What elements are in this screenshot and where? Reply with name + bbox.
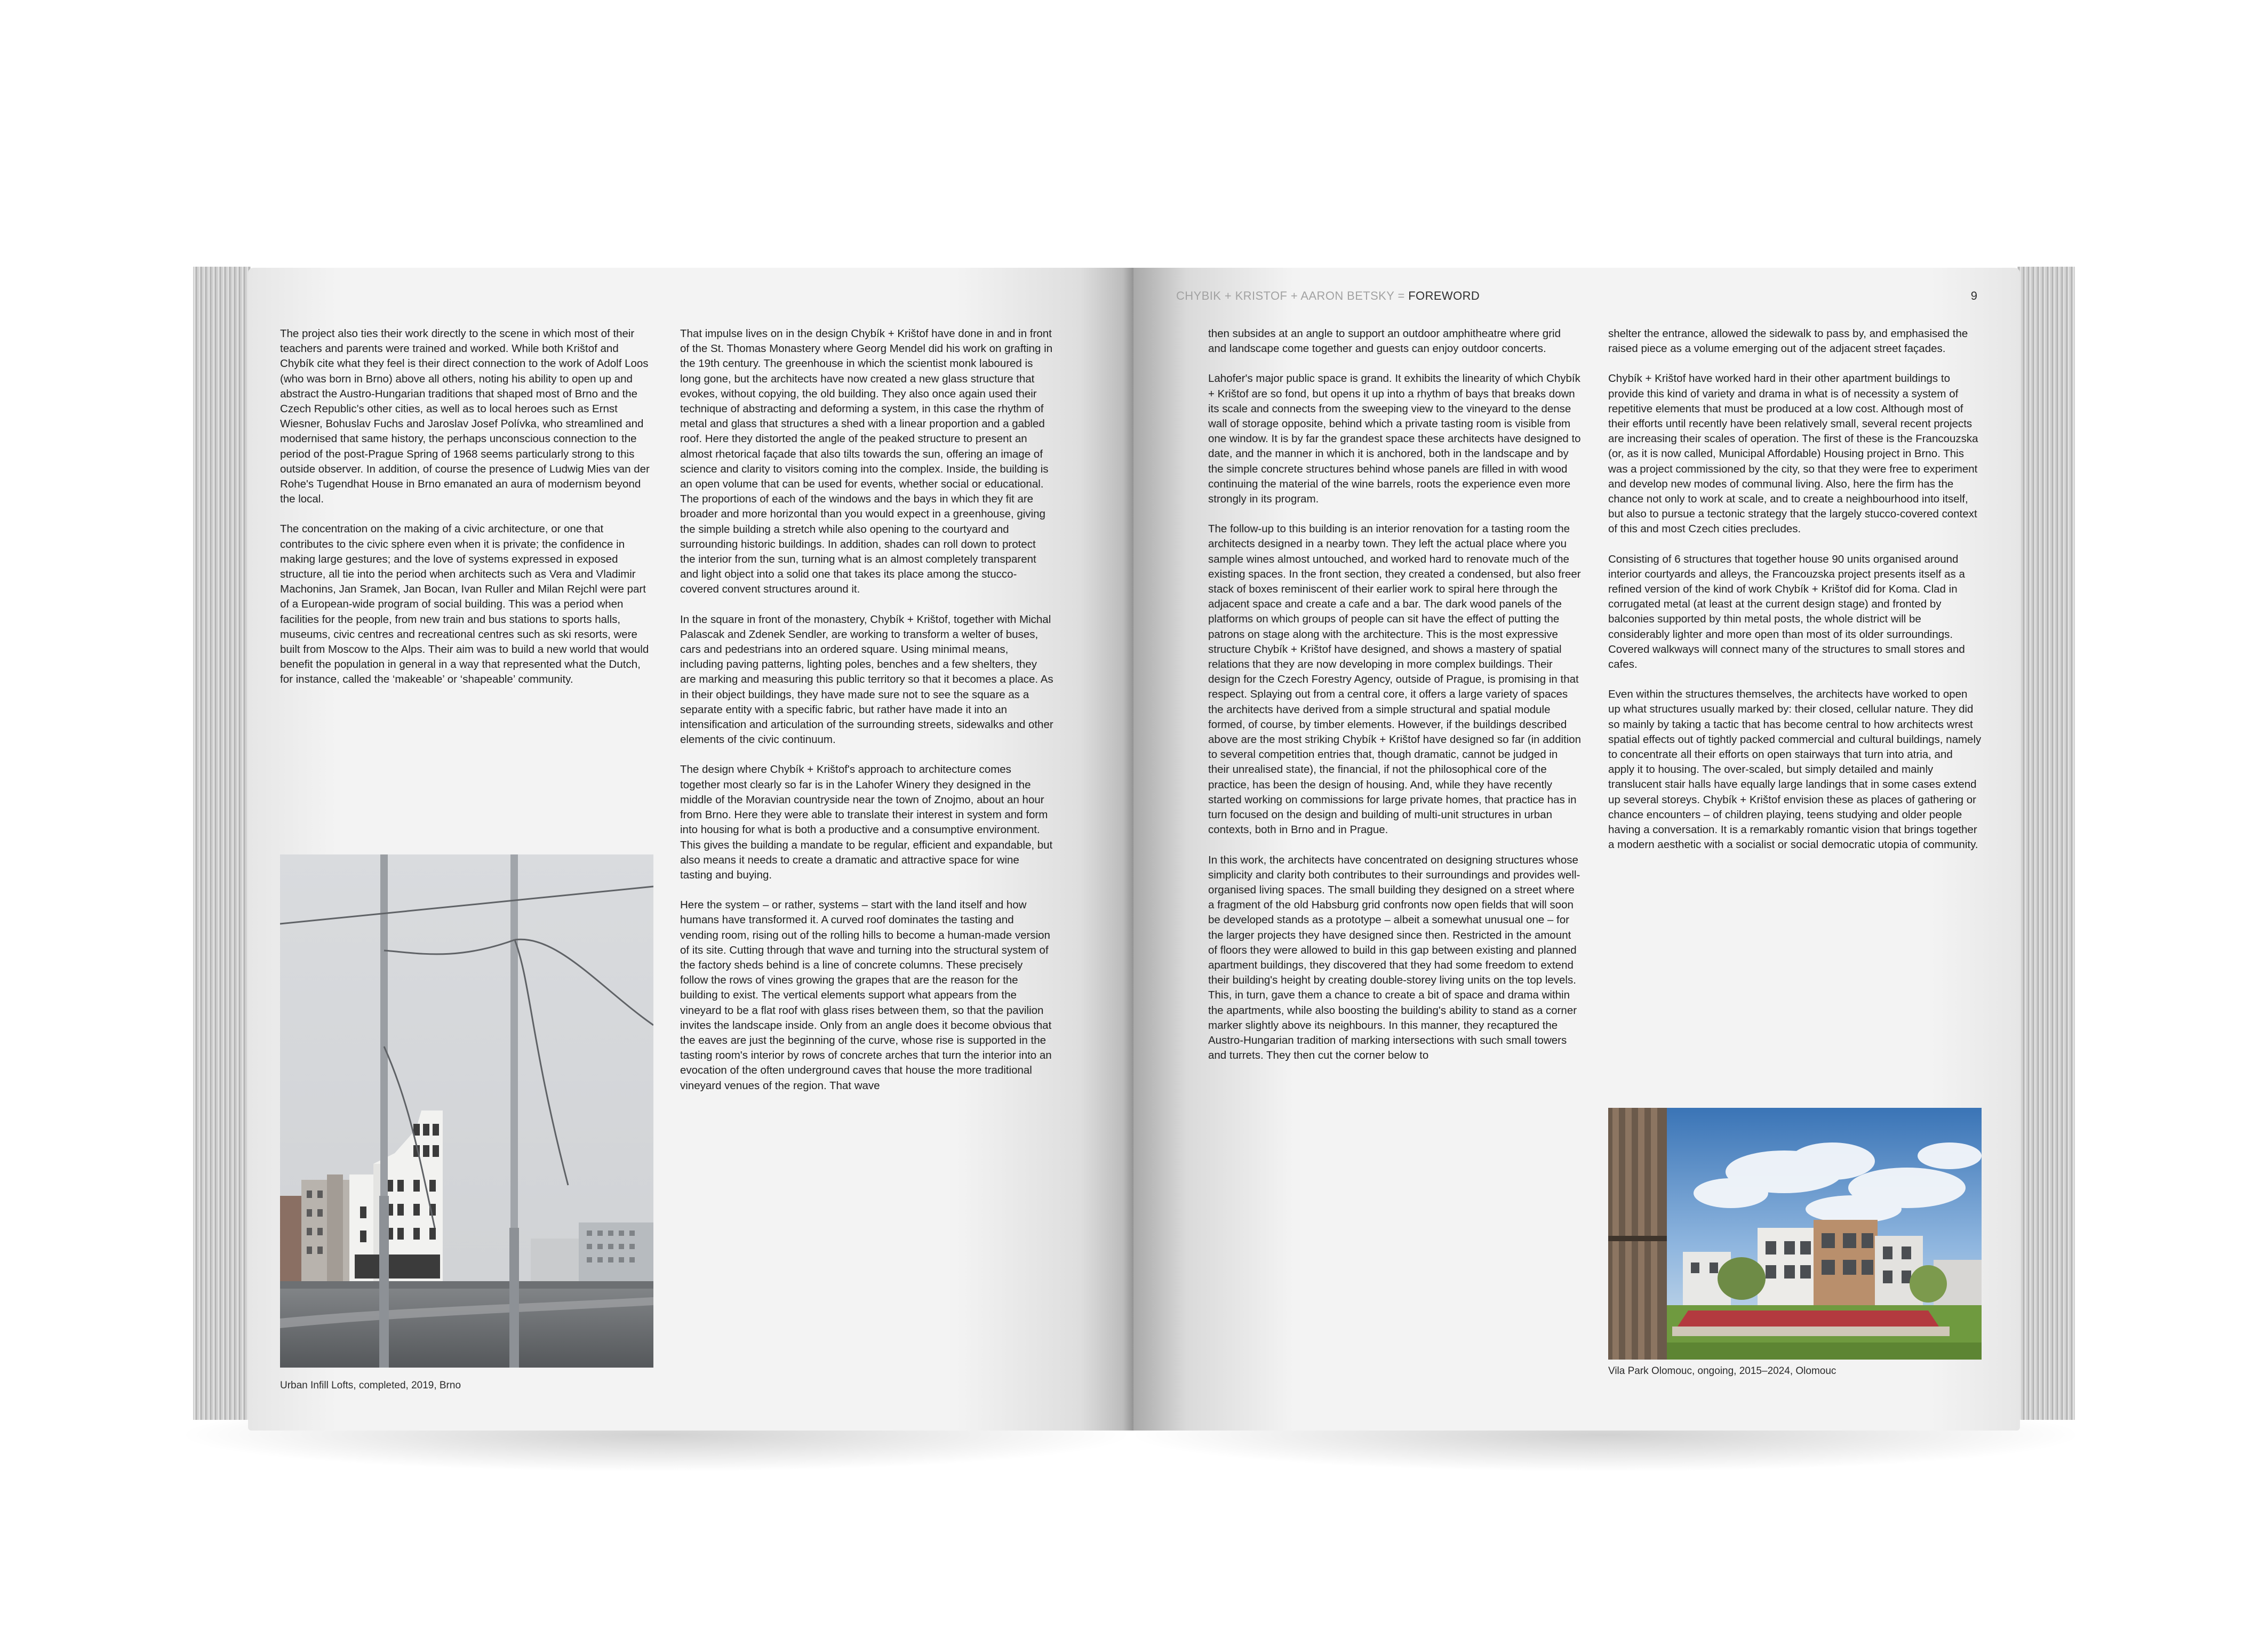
paragraph: Even within the structures themselves, the architects have worked to open up what structures usually marked by: their closed, cellular nature. They did so mainly by taking a tactic that has become central to how architects wrest spatial effects out of tightly packed commercial and cultural buildings, namely to concentrate all their efforts on open stairways that turn into atria, and apply it to housing. The over-scaled, but simply detailed and mainly translucent stair halls have equally large landings that in some cases extend up several storeys. Chybík + Krištof envision these as places of gathering or chance encounters – of children playing, teens studying and older people having a conversation. It is a remarkably romantic vision that brings together a modern aesthetic with a socialist or social democratic utopia of community. <box>1608 688 1982 851</box>
left-page <box>248 268 1133 1431</box>
paragraph: Lahofer's major public space is grand. It exhibits the linearity of which Chybík + Krištof are so fond, but opens it up into a rhythm of bays that breaks down its scale and connects from the sweeping view to the vineyard to the dense wall of storage opposite, behind which a private tasting room is visible from one window. It is by far the grandest space these architects have designed to date, and the manner in which it is anchored, both in the landscape and by the simple concrete structures behind whose panels are filled in with wood continuing the material of the wine barrels, roots the experience even more strongly in its program. <box>1208 372 1581 506</box>
paragraph: The concentration on the making of a civic architecture, or one that contributes to the civic sphere even when it is private; the confidence in making large gestures; and the love of systems expressed in exposed structure, all tie into the period when architects such as Vera and Vladimir Machonins, Jan Sramek, Jan Bocan, Ivan Ruller and Milan Rejchl were part of a European-wide program of social building. This was a period when facilities for the people, from new train and bus stations to sports halls, museums, civic centres and recreational centres such as ski resorts, were built from Moscow to the Alps. Their aim was to build a new world that would benefit the population in general in a way that represented what the Dutch, for instance, called the ‘makeable’ or ‘shapeable’ community. <box>280 523 649 686</box>
right-column-1 <box>1208 326 1582 1063</box>
paragraph: The project also ties their work directly to the scene in which most of their teachers and parents were trained and worked. While both Krištof and Chybík cite what they feel is their direct connection to the work of Adolf Loos (who was born in Brno) above all others, noting his ability to open up and abstract the Austro-Hungarian traditions that shaped most of Brno and the Czech Republic's other cities, as well as to local heroes such as Ernst Wiesner, Bohuslav Fuchs and Jaroslav Josef Polívka, who streamlined and modernised that same history, the perhaps unconscious connection to the period of the post-Prague Spring of 1968 seems particularly strong to this outside observer. In addition, of course the presence of Ludwig Mies van der Rohe's Tugendhat House in Brno emanated an aura of modernism beyond the local. <box>280 327 650 506</box>
header-section: FOREWORD <box>1408 289 1480 302</box>
photo-vila-park-olomouc <box>1608 1108 1982 1360</box>
paragraph: That impulse lives on in the design Chybík + Krištof have done in and in front of the St. Thomas Monastery where Georg Mendel did his work on grafting in the 19th century. The greenhouse in which the scientist monk laboured is long gone, but the architects have now created a new glass structure that evokes, without copying, the old building. They also once again used their technique of abstracting and deforming a system, in this case the rhythm of metal and glass that structures a shed with a linear proportion and a gabled roof. Here they distorted the angle of the peaked structure to present an almost rhetorical façade that also tilts towards the sun, offering an image of science and clarity to visitors coming into the complex. Inside, the building is an open volume that can be used for events, whether social or educational. The proportions of each of the windows and the bays in which they fit are broader and more horizontal than you would expect in a greenhouse, giving the simple building a stretch while also opening to the courtyard and surrounding historic buildings. In addition, shades can roll down to protect the interior from the sun, turning what is an almost completely transparent and light object into a solid one that takes its place among the stucco-covered convent structures around it. <box>680 327 1053 596</box>
left-column-1 <box>280 326 653 688</box>
paragraph: The follow-up to this building is an interior renovation for a tasting room the architects designed in a nearby town. They left the actual place where you sample wines almost untouched, and worked hard to renovate much of the existing spaces. In the front section, they created a condensed, but also freer stack of boxes reminiscent of their earlier work to spiral here through the adjacent space and create a cafe and a bar. The dark wood panels of the platforms on which groups of people can sit have the effect of putting the patrons on stage along with the architecture. This is the most expressive structure Chybík + Krištof have designed, and shows a mastery of spatial relations that they are now developing in more complex buildings. Their design for the Czech Forestry Agency, outside of Prague, is promising in that respect. Splaying out from a central core, it offers a large variety of spaces the architects have derived from a simple structural and spatial module formed, of course, by timber elements. However, if the buildings described above are the most striking Chybík + Krištof have designed so far (in addition to several competition entries that, though dramatic, cannot be judged in their unrealised state), the financial, if not the philosophical core of the practice, has been the design of housing. And, while they have recently started working on commissions for large private homes, that practice has in turn focused on the design and building of multi-unit structures in urban contexts, both in Brno and in Prague. <box>1208 523 1582 836</box>
paragraph: Chybík + Krištof have worked hard in their other apartment buildings to provide this kind of variety and drama in what is of necessity a system of repetitive elements that must be produced at a low cost. Although most of their efforts until recently have been relatively small, several recent projects are increasing their scales of operation. The first of these is the Francouzska (or, as it is now called, Municipal Affordable) Housing project in Brno. This was a project commissioned by the city, so that they were free to experiment and develop new modes of communal living. Also, here the firm has the chance not only to work at scale, and to create a neighbourhood into itself, but also to pursue a tectonic strategy that the largely stucco-covered context of this and most Czech cities precludes. <box>1608 372 1978 536</box>
paragraph: In the square in front of the monastery, Chybík + Krištof, together with Michal Palascak and Zdenek Sendler, are working to transform a welter of buses, cars and pedestrians into an ordered square. Using minimal means, including paving patterns, lighting poles, benches and a few shelters, they are marking and measuring this public territory so that it becomes a place. As in their object buildings, they have made sure not to see the square as a separate entity with a specific fabric, but rather have made it into an intensification and articulation of the surrounding streets, sidewalks and other elements of the civic continuum. <box>680 613 1053 746</box>
page-number: 9 <box>1970 289 1977 302</box>
paragraph: Consisting of 6 structures that together house 90 units organised around interior courtyards and alleys, the Francouzska project presents itself as a refined version of the kind of work Chybík + Krištof did for Koma. Clad in corrugated metal (at least at the current design stage) and fronted by balconies supported by thin metal posts, the whole district will be considerably lighter and more open than most of its older surroundings. Covered walkways will connect many of the structures to small stores and cafes. <box>1608 553 1965 671</box>
paragraph: shelter the entrance, allowed the sidewalk to pass by, and emphasised the raised piece as a volume emerging out of the adjacent street façades. <box>1608 327 1968 355</box>
right-column-2 <box>1608 326 1982 853</box>
photo-caption: Vila Park Olomouc, ongoing, 2015–2024, Olomouc <box>1608 1365 1836 1377</box>
page-stack-right <box>2017 267 2075 1420</box>
running-header <box>1176 289 1966 303</box>
paragraph: The design where Chybík + Krištof's approach to architecture comes together most clearly so far is in the Lahofer Winery they designed in the middle of the Moravian countryside near the town of Znojmo, about an hour from Brno. Here they were able to translate their interest in system and form into housing for what is both a productive and a consumptive environment. This gives the building a mandate to be regular, efficient and expandable, but also means it needs to create a dramatic and attractive space for wine tasting and buying. <box>680 763 1053 881</box>
paragraph: Here the system – or rather, systems – start with the land itself and how humans have transformed it. A curved roof dominates the tasting and vending room, rising out of the rolling hills to become a human-made version of its site. Cutting through that wave and turning into the structural system of the factory sheds behind is a line of concrete columns. These precisely follow the rows of vines growing the grapes that are the reason for the building to exist. The vertical elements support what appears from the vineyard to be a flat roof with glass rises between them, so that the pavilion invites the landscape inside. Only from an angle does it become obvious that the eaves are just the beginning of the curve, whose rise is supported in the tasting room's interior by rows of concrete arches that turn the interior into an evocation of the often underground caves that house the more traditional vineyard venues of the region. That wave <box>680 899 1052 1092</box>
photo-urban-infill-lofts <box>280 854 653 1368</box>
left-column-2 <box>680 326 1053 1093</box>
right-page <box>1133 268 2020 1431</box>
paragraph: then subsides at an angle to support an outdoor amphitheatre where grid and landscape come together and guests can enjoy outdoor concerts. <box>1208 327 1561 355</box>
photo-caption: Urban Infill Lofts, completed, 2019, Brno <box>280 1380 461 1391</box>
paragraph: In this work, the architects have concentrated on designing structures whose simplicity and clarity both contributes to their surroundings and provides well-organised living spaces. The small building they designed on a street where a fragment of the old Habsburg grid confronts now open fields that will soon be developed stands as a prototype – albeit a somewhat unusual one – for the larger projects they have designed since then. Restricted in the amount of floors they were allowed to build in this gap between existing and planned apartment buildings, they discovered that they had some freedom to extend their building's height by creating double-storey living units on the top levels. This, in turn, gave them a chance to create a bit of space and drama within the apartments, while also boosting the building's ability to stand as a corner marker slightly above its neighbours. In this manner, they recaptured the Austro-Hungarian tradition of marking intersections with such small towers and turrets. They then cut the corner below to <box>1208 853 1580 1062</box>
header-authors: CHYBIK + KRISTOF + AARON BETSKY = <box>1176 289 1409 302</box>
page-stack-left <box>193 267 251 1420</box>
